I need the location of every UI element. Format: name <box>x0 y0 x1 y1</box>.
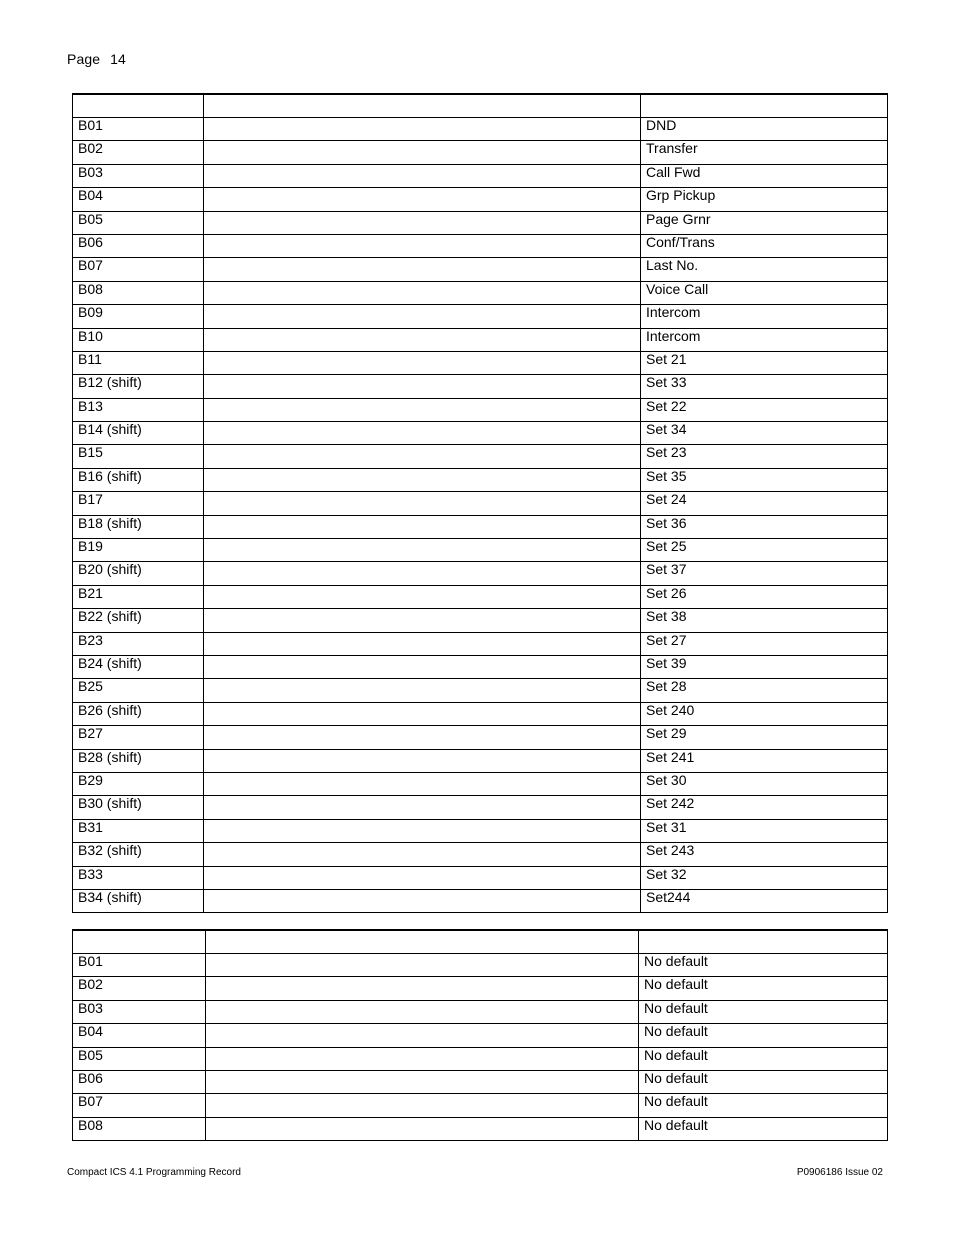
description-cell <box>204 772 641 795</box>
description-cell <box>204 679 641 702</box>
default-feature-cell: No default <box>639 1000 888 1023</box>
default-feature-cell: Intercom <box>641 305 888 328</box>
header-cell-button <box>73 930 206 954</box>
button-id-cell: B34 (shift) <box>73 889 204 912</box>
table-row <box>73 702 888 725</box>
table-row <box>73 609 888 632</box>
page-header <box>67 51 126 67</box>
button-id-cell: B10 <box>73 328 204 351</box>
default-feature-cell: Set 22 <box>641 398 888 421</box>
default-feature-cell: No default <box>639 1094 888 1117</box>
table-row <box>73 1024 888 1047</box>
table-row <box>73 539 888 562</box>
header-cell-default <box>641 94 888 118</box>
button-id-cell: B18 (shift) <box>73 515 204 538</box>
button-id-cell: B30 (shift) <box>73 796 204 819</box>
default-feature-cell: Set 240 <box>641 702 888 725</box>
button-id-cell: B15 <box>73 445 204 468</box>
table-row <box>73 375 888 398</box>
default-feature-cell: Grp Pickup <box>641 188 888 211</box>
description-cell <box>204 632 641 655</box>
button-id-cell: B23 <box>73 632 204 655</box>
description-cell <box>204 585 641 608</box>
default-feature-cell: Set 25 <box>641 539 888 562</box>
description-cell <box>204 539 641 562</box>
table-row <box>73 188 888 211</box>
table-row <box>73 632 888 655</box>
button-id-cell: B08 <box>73 1117 206 1140</box>
table-row <box>73 445 888 468</box>
default-feature-cell: Conf/Trans <box>641 234 888 257</box>
description-cell <box>206 1047 639 1070</box>
table-row <box>73 328 888 351</box>
default-feature-cell: Last No. <box>641 258 888 281</box>
description-cell <box>204 726 641 749</box>
page-number: 14 <box>110 51 126 67</box>
button-id-cell: B28 (shift) <box>73 749 204 772</box>
footer-document-title: Compact ICS 4.1 Programming Record <box>67 1167 241 1178</box>
description-cell <box>206 954 639 977</box>
table-row <box>73 164 888 187</box>
table-row <box>73 726 888 749</box>
default-feature-cell: Set 33 <box>641 375 888 398</box>
default-feature-cell: Set 31 <box>641 819 888 842</box>
table-row <box>73 977 888 1000</box>
button-id-cell: B19 <box>73 539 204 562</box>
description-cell <box>204 749 641 772</box>
description-cell <box>204 422 641 445</box>
default-feature-cell: Set 27 <box>641 632 888 655</box>
default-feature-cell: Set 29 <box>641 726 888 749</box>
description-cell <box>204 141 641 164</box>
page-label: Page <box>67 51 101 67</box>
description-cell <box>206 1024 639 1047</box>
default-feature-cell: Set 241 <box>641 749 888 772</box>
default-feature-cell: Set 28 <box>641 679 888 702</box>
description-cell <box>204 258 641 281</box>
default-feature-cell: Set 36 <box>641 515 888 538</box>
default-feature-cell: No default <box>639 1024 888 1047</box>
description-cell <box>204 866 641 889</box>
default-feature-cell: No default <box>639 977 888 1000</box>
description-cell <box>204 234 641 257</box>
table-row <box>73 398 888 421</box>
description-cell <box>204 281 641 304</box>
button-id-cell: B11 <box>73 351 204 374</box>
description-cell <box>204 609 641 632</box>
button-id-cell: B17 <box>73 492 204 515</box>
button-id-cell: B06 <box>73 234 204 257</box>
default-feature-cell: Page Grnr <box>641 211 888 234</box>
button-id-cell: B32 (shift) <box>73 843 204 866</box>
default-feature-cell: Transfer <box>641 141 888 164</box>
table-row <box>73 468 888 491</box>
default-feature-cell: Intercom <box>641 328 888 351</box>
description-cell <box>206 977 639 1000</box>
table-row <box>73 585 888 608</box>
table-row <box>73 234 888 257</box>
button-id-cell: B25 <box>73 679 204 702</box>
button-id-cell: B31 <box>73 819 204 842</box>
button-id-cell: B13 <box>73 398 204 421</box>
button-id-cell: B16 (shift) <box>73 468 204 491</box>
description-cell <box>204 305 641 328</box>
button-id-cell: B27 <box>73 726 204 749</box>
default-feature-cell: Set 39 <box>641 655 888 678</box>
table-row <box>73 211 888 234</box>
default-feature-cell: Call Fwd <box>641 164 888 187</box>
table-row <box>73 749 888 772</box>
button-id-cell: B20 (shift) <box>73 562 204 585</box>
header-cell-default <box>639 930 888 954</box>
table-1-header-row <box>73 94 888 118</box>
table-row <box>73 1094 888 1117</box>
table-row <box>73 281 888 304</box>
table-1-body <box>73 94 888 913</box>
table-row <box>73 679 888 702</box>
button-id-cell: B09 <box>73 305 204 328</box>
table-row <box>73 796 888 819</box>
default-feature-cell: Set 34 <box>641 422 888 445</box>
button-id-cell: B06 <box>73 1070 206 1093</box>
default-feature-cell: No default <box>639 1047 888 1070</box>
table-row <box>73 351 888 374</box>
button-id-cell: B02 <box>73 977 206 1000</box>
button-programming-table-2 <box>72 929 888 1141</box>
table-row <box>73 492 888 515</box>
description-cell <box>204 188 641 211</box>
default-feature-cell: No default <box>639 1117 888 1140</box>
button-id-cell: B02 <box>73 141 204 164</box>
table-row <box>73 655 888 678</box>
description-cell <box>204 328 641 351</box>
description-cell <box>206 1094 639 1117</box>
description-cell <box>204 445 641 468</box>
default-feature-cell: Set 243 <box>641 843 888 866</box>
description-cell <box>204 211 641 234</box>
button-id-cell: B07 <box>73 258 204 281</box>
description-cell <box>206 1070 639 1093</box>
description-cell <box>204 351 641 374</box>
button-id-cell: B29 <box>73 772 204 795</box>
default-feature-cell: Voice Call <box>641 281 888 304</box>
default-feature-cell: Set 23 <box>641 445 888 468</box>
button-id-cell: B04 <box>73 1024 206 1047</box>
button-id-cell: B22 (shift) <box>73 609 204 632</box>
table-row <box>73 843 888 866</box>
table-row <box>73 1000 888 1023</box>
table-row <box>73 866 888 889</box>
description-cell <box>204 468 641 491</box>
button-id-cell: B14 (shift) <box>73 422 204 445</box>
default-feature-cell: Set 38 <box>641 609 888 632</box>
table-row <box>73 515 888 538</box>
table-row <box>73 141 888 164</box>
description-cell <box>204 562 641 585</box>
header-cell-description <box>204 94 641 118</box>
default-feature-cell: Set 24 <box>641 492 888 515</box>
table-row <box>73 422 888 445</box>
description-cell <box>204 164 641 187</box>
default-feature-cell: Set 32 <box>641 866 888 889</box>
table-2-header-row <box>73 930 888 954</box>
description-cell <box>206 1000 639 1023</box>
button-id-cell: B21 <box>73 585 204 608</box>
description-cell <box>206 1117 639 1140</box>
table-row <box>73 1070 888 1093</box>
description-cell <box>204 889 641 912</box>
table-row <box>73 954 888 977</box>
description-cell <box>204 398 641 421</box>
default-feature-cell: No default <box>639 954 888 977</box>
button-id-cell: B24 (shift) <box>73 655 204 678</box>
header-cell-button <box>73 94 204 118</box>
table-row <box>73 1047 888 1070</box>
button-id-cell: B03 <box>73 1000 206 1023</box>
table-row <box>73 819 888 842</box>
button-id-cell: B04 <box>73 188 204 211</box>
table-2-body <box>73 930 888 1141</box>
table-row <box>73 118 888 141</box>
button-programming-table-1 <box>72 93 888 913</box>
table-row <box>73 562 888 585</box>
default-feature-cell: Set 37 <box>641 562 888 585</box>
description-cell <box>204 375 641 398</box>
button-id-cell: B08 <box>73 281 204 304</box>
default-feature-cell: Set 35 <box>641 468 888 491</box>
button-id-cell: B26 (shift) <box>73 702 204 725</box>
default-feature-cell: Set 30 <box>641 772 888 795</box>
footer-document-number: P0906186 Issue 02 <box>796 1167 883 1178</box>
description-cell <box>204 843 641 866</box>
description-cell <box>204 515 641 538</box>
button-id-cell: B01 <box>73 118 204 141</box>
description-cell <box>204 819 641 842</box>
button-id-cell: B05 <box>73 1047 206 1070</box>
table-row <box>73 305 888 328</box>
default-feature-cell: Set 21 <box>641 351 888 374</box>
description-cell <box>204 655 641 678</box>
default-feature-cell: Set244 <box>641 889 888 912</box>
button-id-cell: B05 <box>73 211 204 234</box>
button-id-cell: B12 (shift) <box>73 375 204 398</box>
description-cell <box>204 702 641 725</box>
table-row <box>73 1117 888 1140</box>
description-cell <box>204 118 641 141</box>
button-id-cell: B01 <box>73 954 206 977</box>
default-feature-cell: DND <box>641 118 888 141</box>
description-cell <box>204 796 641 819</box>
button-id-cell: B33 <box>73 866 204 889</box>
button-id-cell: B07 <box>73 1094 206 1117</box>
table-row <box>73 772 888 795</box>
header-cell-description <box>206 930 639 954</box>
description-cell <box>204 492 641 515</box>
table-row <box>73 889 888 912</box>
default-feature-cell: Set 26 <box>641 585 888 608</box>
default-feature-cell: No default <box>639 1070 888 1093</box>
table-row <box>73 258 888 281</box>
button-id-cell: B03 <box>73 164 204 187</box>
default-feature-cell: Set 242 <box>641 796 888 819</box>
